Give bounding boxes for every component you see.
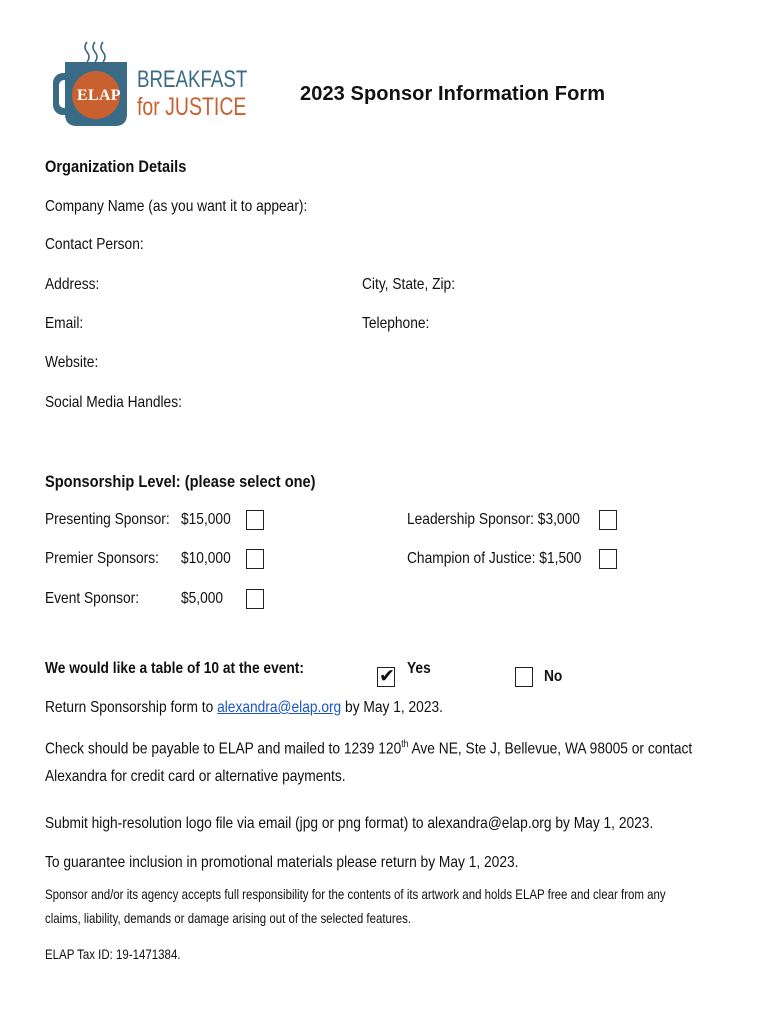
premier-sponsors-label: Premier Sponsors: xyxy=(45,550,159,567)
disclaimer-line-1: Sponsor and/or its agency accepts full responsibility for the contents of its artwork and holds ELAP free and clear from any xyxy=(45,886,666,902)
check-line-1-sup: th xyxy=(401,739,409,750)
company-name-label: Company Name (as you want it to appear): xyxy=(45,198,308,215)
premier-sponsors-amount: $10,000 xyxy=(181,550,231,567)
page-title: 2023 Sponsor Information Form xyxy=(300,83,606,105)
event-sponsor-label: Event Sponsor: xyxy=(45,590,140,607)
contact-person-label: Contact Person: xyxy=(45,236,144,253)
city-state-zip-label: City, State, Zip: xyxy=(362,276,456,293)
presenting-sponsor-amount: $15,000 xyxy=(181,511,231,528)
tax-id: ELAP Tax ID: 19-1471384. xyxy=(45,946,181,962)
disclaimer-line-2: claims, liability, demands or damage arising out of the selected features. xyxy=(45,910,412,926)
premier-sponsors-checkbox[interactable] xyxy=(246,549,264,569)
check-instructions-line-2: Alexandra for credit card or alternative payments. xyxy=(45,768,346,785)
sponsorship-level-heading: Sponsorship Level: (please select one) xyxy=(45,472,316,491)
logo-mug-text: ELAP xyxy=(77,87,121,104)
check-line-1a: Check should be payable to ELAP and mailed to 1239 120 xyxy=(45,740,402,758)
table-yes-checkbox[interactable] xyxy=(377,667,395,687)
logo-line-1: BREAKFAST xyxy=(137,66,248,93)
checkmark-icon: ✔ xyxy=(379,665,395,687)
logo-line-2: for JUSTICE xyxy=(137,93,247,121)
table-no-label: No xyxy=(544,668,563,685)
champion-of-justice-checkbox[interactable] xyxy=(599,549,617,569)
address-label: Address: xyxy=(45,276,100,293)
return-email-link[interactable]: alexandra@elap.org xyxy=(217,699,342,716)
return-prefix: Return Sponsorship form to xyxy=(45,699,218,716)
logo-submission-note: Submit high-resolution logo file via email (jpg or png format) to alexandra@elap.org by May 1, 2023. xyxy=(45,815,654,832)
guarantee-note: To guarantee inclusion in promotional materials please return by May 1, 2023. xyxy=(45,854,519,871)
champion-of-justice-label: Champion of Justice: $1,500 xyxy=(407,550,582,567)
check-instructions-line-1 xyxy=(45,739,692,758)
event-sponsor-checkbox[interactable] xyxy=(246,589,264,609)
table-question: We would like a table of 10 at the event: xyxy=(45,660,304,677)
check-line-1b: Ave NE, Ste J, Bellevue, WA 98005 or contact xyxy=(408,740,693,758)
organization-details-heading: Organization Details xyxy=(45,157,187,176)
telephone-label: Telephone: xyxy=(362,315,430,332)
table-no-checkbox[interactable] xyxy=(515,667,533,687)
breakfast-for-justice-logo xyxy=(53,38,248,130)
email-label: Email: xyxy=(45,315,84,332)
return-suffix: by May 1, 2023. xyxy=(341,699,443,716)
return-instructions xyxy=(45,699,443,717)
leadership-sponsor-label: Leadership Sponsor: $3,000 xyxy=(407,511,580,528)
social-media-label: Social Media Handles: xyxy=(45,394,182,411)
table-yes-label: Yes xyxy=(407,660,431,677)
website-label: Website: xyxy=(45,354,99,371)
presenting-sponsor-label: Presenting Sponsor: xyxy=(45,511,170,528)
presenting-sponsor-checkbox[interactable] xyxy=(246,510,264,530)
leadership-sponsor-checkbox[interactable] xyxy=(599,510,617,530)
event-sponsor-amount: $5,000 xyxy=(181,590,224,607)
